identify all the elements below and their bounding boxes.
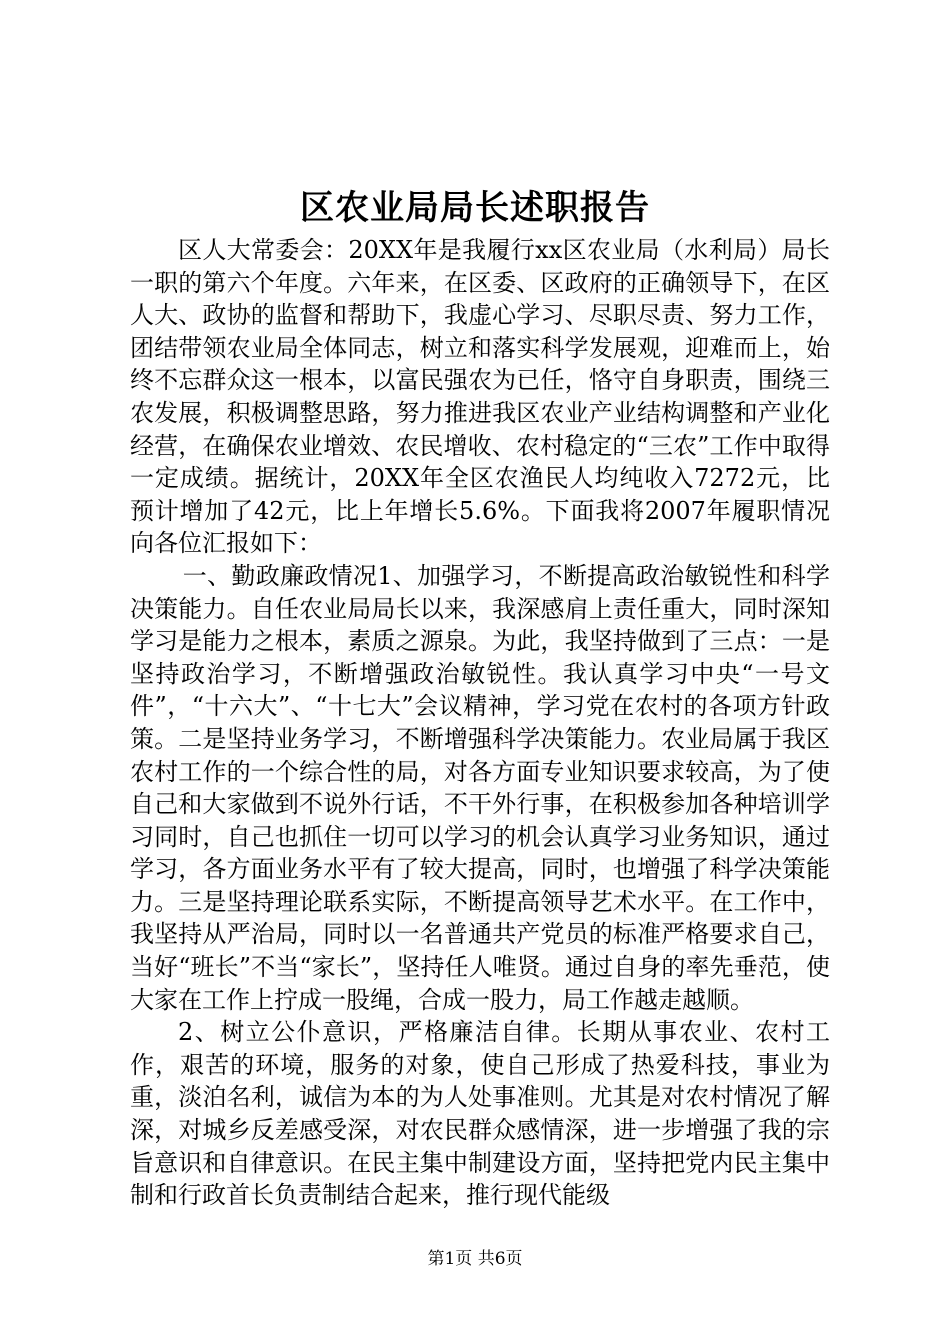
document-body (130, 234, 830, 1212)
document-title: 区农业局局长述职报告 (300, 188, 650, 228)
paragraph-section-2: 2、树立公仆意识，严格廉洁自律。长期从事农业、农村工作，艰苦的环境，服务的对象，使自己形成了热爱科技，事业为重，淡泊名利，诚信为本的为人处事准则。尤其是对农村情况了解深，对城乡反差感受深，对农民群众感情深，进一步增强了我的宗旨意识和自律意识。在民主集中制建设方面，坚持把党内民主集中制和行政首长负责制结合起来，推行现代能级 (130, 1018, 830, 1210)
page-footer: 第1页 共6页 (427, 1249, 523, 1269)
paragraph-intro: 区人大常委会：20XX年是我履行xx区农业局（水利局）局长一职的第六个年度。六年来，在区委、区政府的正确领导下，在区人大、政协的监督和帮助下，我虚心学习、尽职尽责、努力工作，团结带领农业局全体同志，树立和落实科学发展观，迎难而上，始终不忘群众这一根本，以富民强农为已任，恪守自身职责，围绕三农发展，积极调整思路，努力推进我区农业产业结构调整和产业化经营，在确保农业增效、农民增收、农村稳定的“三农”工作中取得一定成绩。据统计，20XX年全区农渔民人均纯收入7272元，比预计增加了42元，比上年增长5.6%。下面我将2007年履职情况向各位汇报如下： (130, 236, 830, 558)
paragraph-section-1: 一、勤政廉政情况1、加强学习，不断提高政治敏锐性和科学决策能力。自任农业局局长以来，我深感肩上责任重大，同时深知学习是能力之根本，素质之源泉。为此，我坚持做到了三点：一是坚持政治学习，不断增强政治敏锐性。我认真学习中央“一号文件”，“十六大”、“十七大”会议精神，学习党在农村的各项方针政策。二是坚持业务学习，不断增强科学决策能力。农业局属于我区农村工作的一个综合性的局，对各方面专业知识要求较高，为了使自己和大家做到不说外行话，不干外行事，在积极参加各种培训学习同时，自己也抓住一切可以学习的机会认真学习业务知识，通过学习，各方面业务水平有了较大提高，同时，也增强了科学决策能力。三是坚持理论联系实际，不断提高领导艺术水平。在工作中，我坚持从严治局，同时以一名普通共产党员的标准严格要求自己，当好“班长”不当“家长”，坚持任人唯贤。通过自身的率先垂范，使大家在工作上拧成一股绳，合成一股力，局工作越走越顺。 (130, 561, 830, 1014)
